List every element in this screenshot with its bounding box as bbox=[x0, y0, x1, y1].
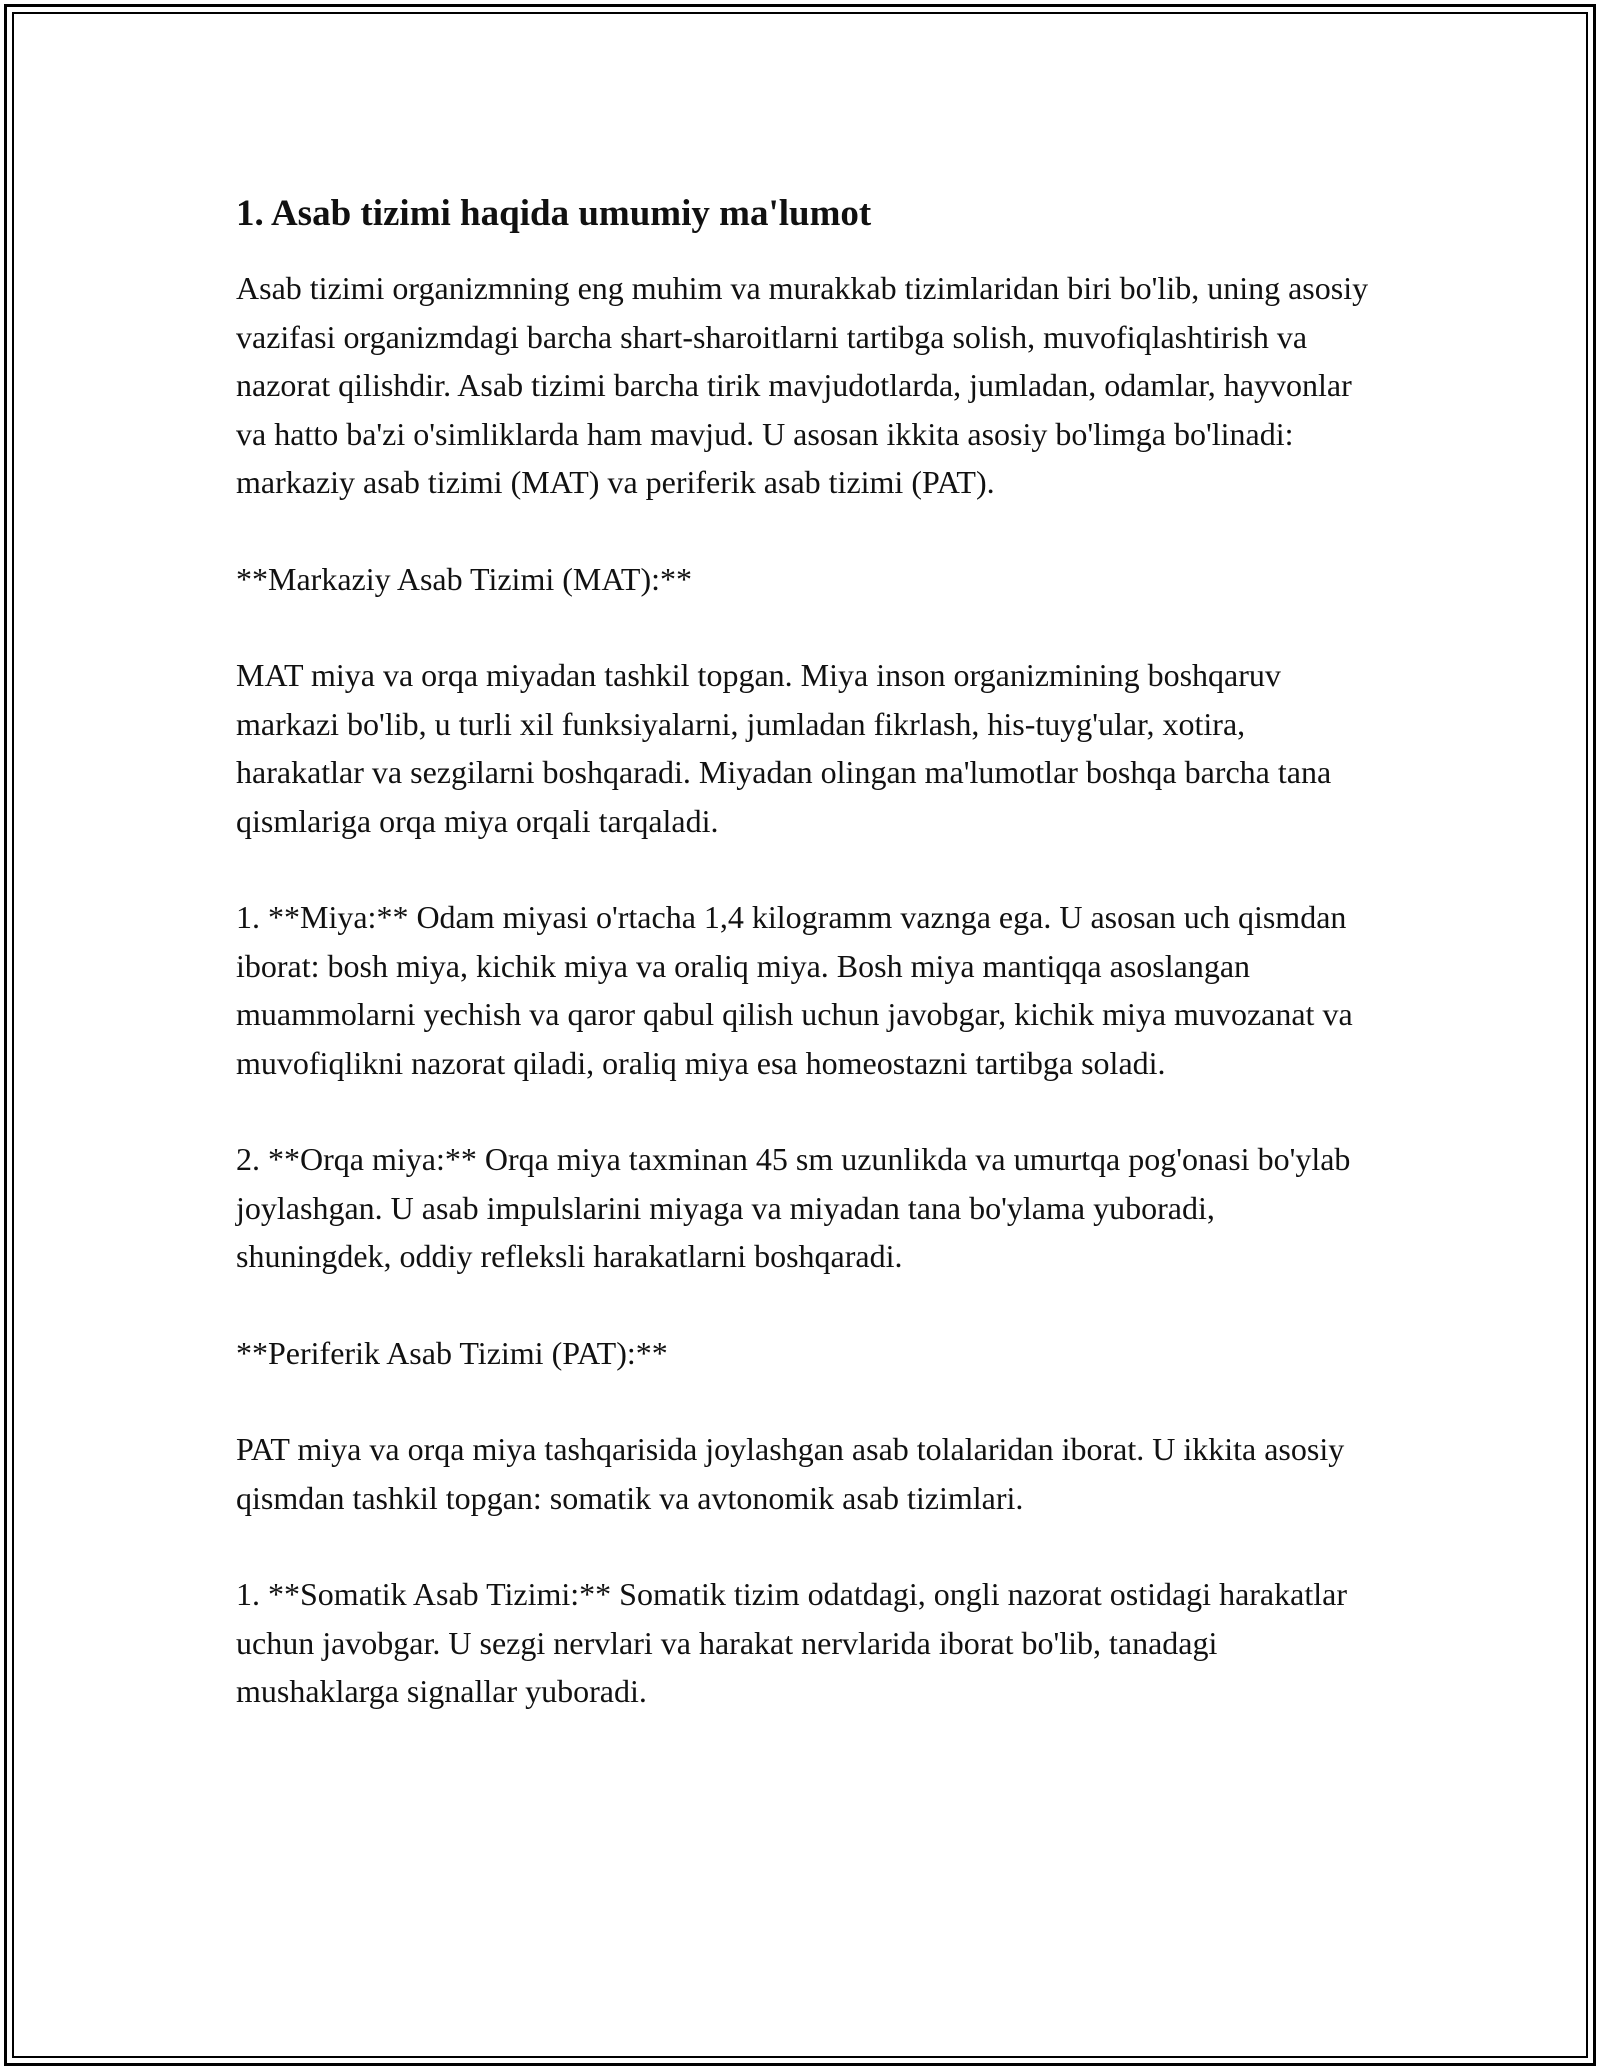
list-item-miya: 1. **Miya:** Odam miyasi o'rtacha 1,4 kilogramm vaznga ega. U asosan uch qismdan iborat: bosh miya, kichik miya va oraliq miya. Bosh miya mantiqqa asoslangan muammolarni yechish va qaror qabul qilish uchun javobgar, kichik miya muvozanat va muvofiqlikni nazorat qiladi, oraliq miya esa homeostazni tartibga soladi. bbox=[236, 899, 1353, 1081]
paragraph-pat: PAT miya va orqa miya tashqarisida joylashgan asab tolalaridan iborat. U ikkita asosiy qismdan tashkil topgan: somatik va avtonomik asab tizimlari. bbox=[236, 1431, 1345, 1516]
section-heading: 1. Asab tizimi haqida umumiy ma'lumot bbox=[236, 193, 872, 234]
list-item-orqa-miya: 2. **Orqa miya:** Orqa miya taxminan 45 sm uzunlikda va umurtqa pog'onasi bo'ylab joylashgan. U asab impulslarini miyaga va miyadan tana bo'ylama yuboradi, shuningdek, oddiy refleksli harakatlarni boshqaradi. bbox=[236, 1141, 1351, 1274]
subheading-mat: **Markaziy Asab Tizimi (MAT):** bbox=[236, 560, 692, 597]
paragraph-intro: Asab tizimi organizmning eng muhim va murakkab tizimlaridan biri bo'lib, uning asosiy vazifasi organizmdagi barcha shart-sharoitlarni tartibga solish, muvofiqlashtirish va nazorat qilishdir. Asab tizimi barcha tirik mavjudotlarda, jumladan, odamlar, hayvonlar va hatto ba'zi o'simliklarda ham mavjud. U asosan ikkita asosiy bo'limga bo'linadi: markaziy asab tizimi (MAT) va periferik asab tizimi (PAT). bbox=[236, 270, 1369, 500]
list-item-somatik: 1. **Somatik Asab Tizimi:** Somatik tizim odatdagi, ongli nazorat ostidagi harakatlar uchun javobgar. U sezgi nervlari va harakat nervlarida iborat bo'lib, tanadagi mushaklarga signallar yuboradi. bbox=[236, 1576, 1347, 1709]
subheading-pat: **Periferik Asab Tizimi (PAT):** bbox=[236, 1334, 668, 1371]
paragraph-mat: MAT miya va orqa miyadan tashkil topgan. Miya inson organizmining boshqaruv markazi bo'lib, u turli xil funksiyalarni, jumladan fikrlash, his-tuyg'ular, xotira, harakatlar va sezgilarni boshqaradi. Miyadan olingan ma'lumotlar boshqa barcha tana qismlariga orqa miya orqali tarqaladi. bbox=[236, 657, 1332, 839]
document-body bbox=[236, 190, 1376, 1764]
